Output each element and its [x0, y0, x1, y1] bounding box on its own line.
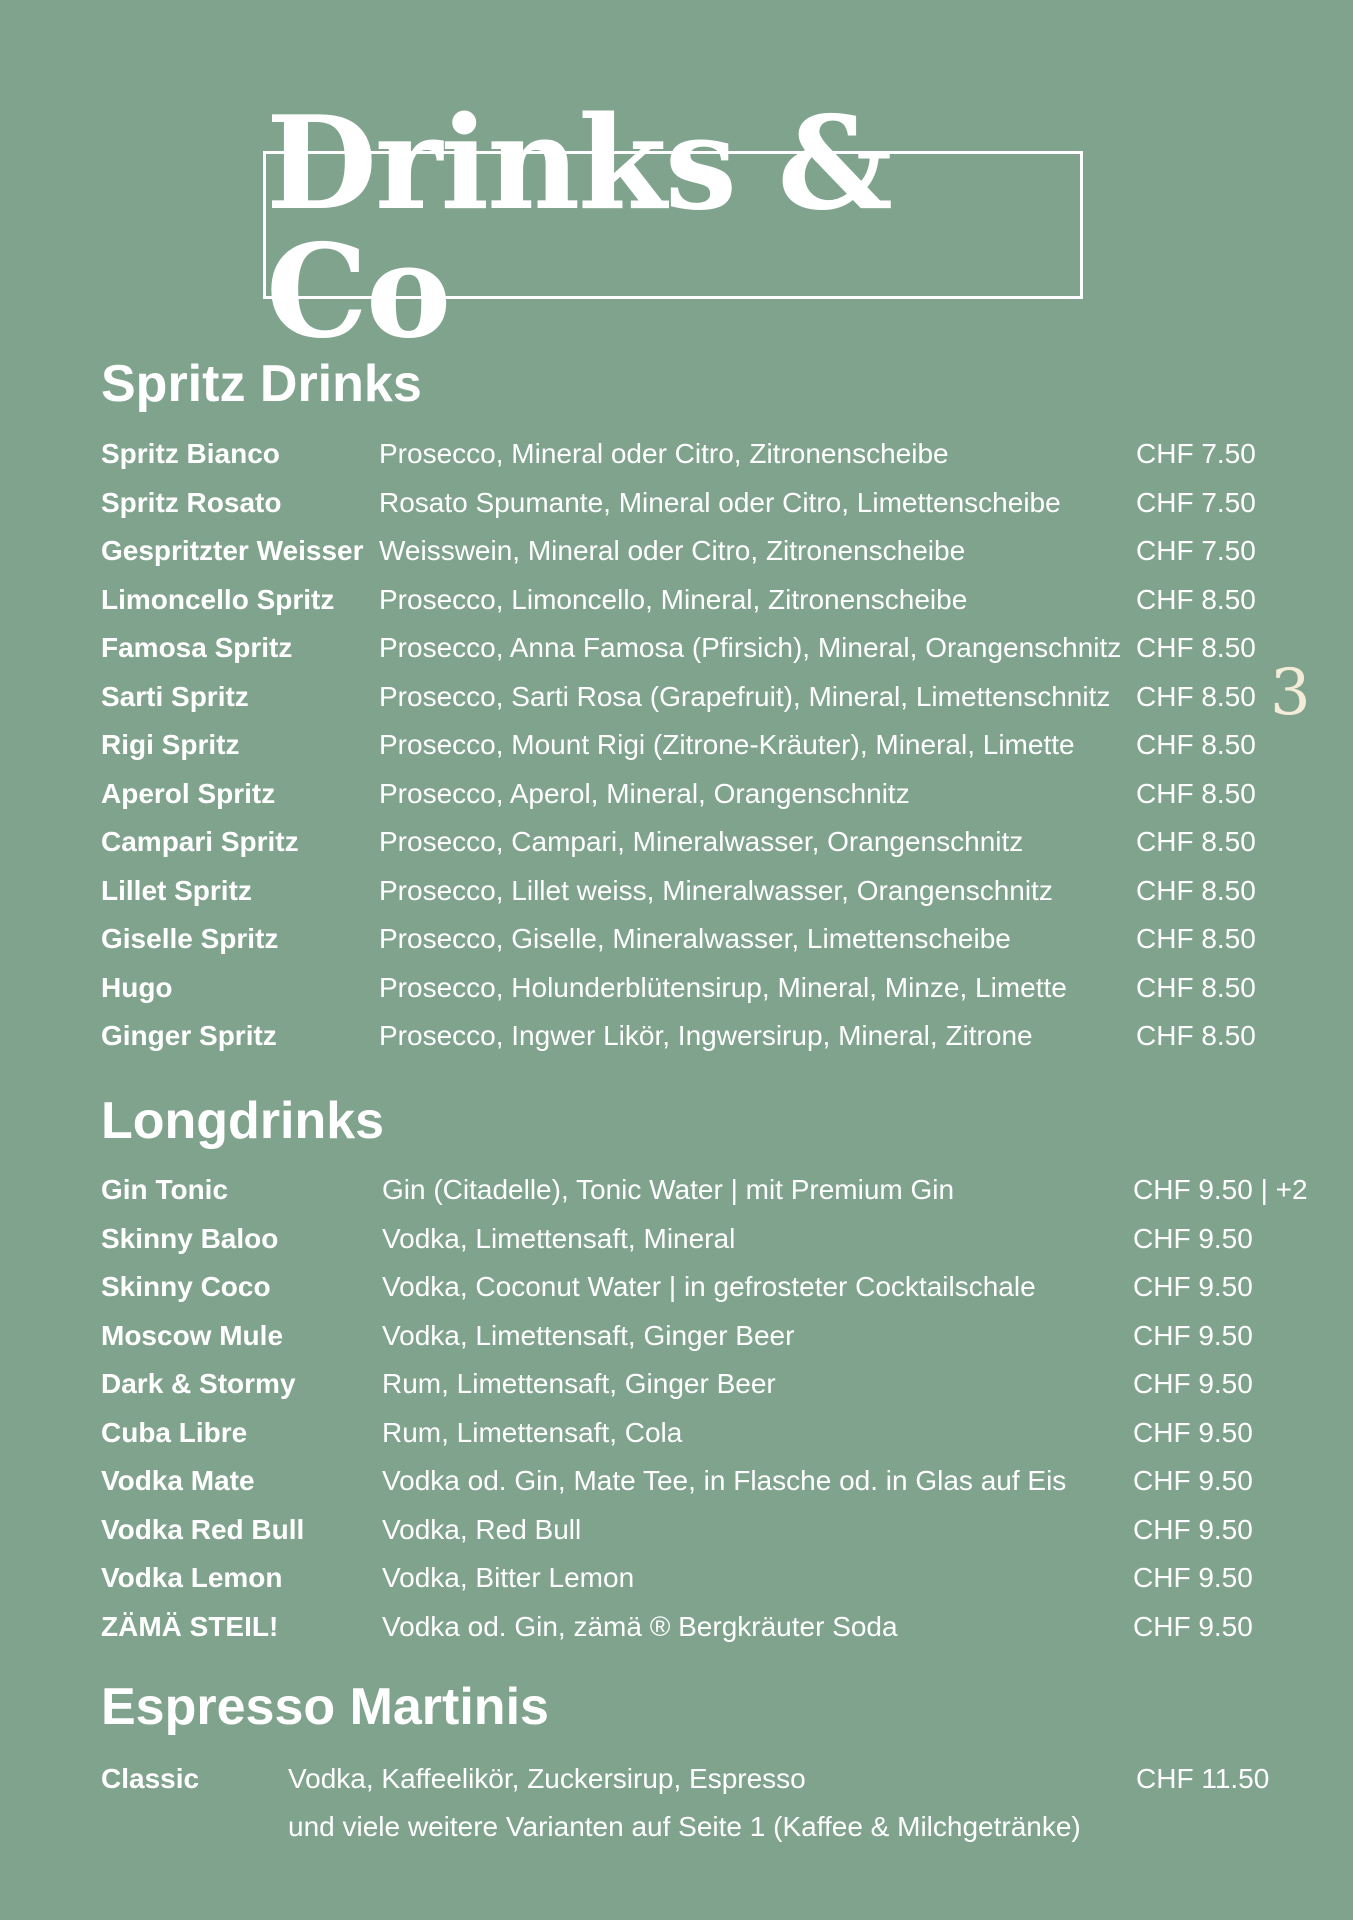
- menu-item-price: CHF 11.50: [1136, 1763, 1270, 1794]
- menu-item-price: CHF 9.50 | +2: [1133, 1174, 1308, 1205]
- section-heading-longdrinks: Longdrinks: [101, 1092, 385, 1150]
- menu-item-name: Aperol Spritz: [101, 777, 276, 809]
- menu-item-desc: Prosecco, Holunderblütensirup, Mineral, Minze, Limette: [379, 971, 1067, 1003]
- menu-item-desc: Prosecco, Lillet weiss, Mineralwasser, Orangenschnitz: [379, 874, 1053, 906]
- menu-item-price: CHF 8.50: [1136, 680, 1256, 712]
- menu-item-desc: Vodka, Coconut Water | in gefrosteter Cocktailschale: [382, 1271, 1036, 1302]
- menu-item-name: Gespritzter Weisser: [101, 535, 364, 566]
- menu-item-name: Cuba Libre: [101, 1416, 248, 1448]
- menu-item-price: CHF 9.50: [1133, 1465, 1253, 1496]
- menu-item-desc: Prosecco, Ingwer Likör, Ingwersirup, Mineral, Zitrone: [379, 1020, 1033, 1051]
- menu-item-price: CHF 7.50: [1136, 535, 1256, 566]
- espresso-note: und viele weitere Varianten auf Seite 1 (Kaffee & Milchgetränke): [288, 1811, 1081, 1842]
- page-number: 3: [1270, 656, 1311, 730]
- menu-item-price: CHF 8.50: [1136, 583, 1256, 615]
- menu-item-price: CHF 9.50: [1133, 1513, 1253, 1545]
- menu-item-desc: Vodka, Kaffeelikör, Zuckersirup, Espresso: [288, 1763, 806, 1794]
- page-title: Drinks & Co: [266, 89, 891, 367]
- menu-item-price: CHF 9.50: [1133, 1222, 1253, 1254]
- menu-item-price: CHF 9.50: [1133, 1562, 1253, 1593]
- section-heading-espresso: Espresso Martinis: [101, 1678, 549, 1736]
- menu-item-desc: Weisswein, Mineral oder Citro, Zitronenscheibe: [379, 535, 966, 566]
- menu-item-desc: Prosecco, Anna Famosa (Pfirsich), Mineral, Orangenschnitz: [379, 632, 1122, 663]
- menu-item-name: Campari Spritz: [101, 826, 299, 857]
- menu-item-name: Vodka Lemon: [101, 1562, 283, 1593]
- menu-item-name: Hugo: [101, 971, 173, 1003]
- menu-item-desc: Prosecco, Campari, Mineralwasser, Orangenschnitz: [379, 826, 1024, 857]
- section-heading-spritz: Spritz Drinks: [101, 355, 422, 413]
- menu-item-name: Ginger Spritz: [101, 1020, 277, 1051]
- menu-item-name: Lillet Spritz: [101, 874, 252, 906]
- menu-item-price: CHF 9.50: [1133, 1610, 1253, 1642]
- menu-item-price: CHF 8.50: [1136, 1020, 1256, 1051]
- menu-item-name: Vodka Red Bull: [101, 1513, 305, 1545]
- menu-item-price: CHF 9.50: [1133, 1416, 1253, 1448]
- menu-item-price: CHF 8.50: [1136, 826, 1256, 857]
- menu-item-desc: Rum, Limettensaft, Cola: [382, 1416, 683, 1448]
- menu-item-desc: Vodka od. Gin, Mate Tee, in Flasche od. in Glas auf Eis: [382, 1465, 1067, 1496]
- menu-item-desc: Prosecco, Giselle, Mineralwasser, Limettenscheibe: [379, 923, 1011, 954]
- menu-item-price: CHF 9.50: [1133, 1368, 1253, 1399]
- menu-item-desc: Gin (Citadelle), Tonic Water | mit Premium Gin: [382, 1174, 955, 1205]
- menu-item-desc: Rosato Spumante, Mineral oder Citro, Limettenscheibe: [379, 486, 1061, 518]
- menu-item-price: CHF 8.50: [1136, 971, 1256, 1003]
- menu-item-price: CHF 9.50: [1133, 1319, 1253, 1351]
- menu-item-desc: Vodka, Bitter Lemon: [382, 1562, 635, 1593]
- menu-item-price: CHF 8.50: [1136, 874, 1256, 906]
- menu-item-name: Limoncello Spritz: [101, 583, 335, 615]
- menu-item-name: Spritz Bianco: [101, 438, 280, 469]
- menu-item-price: CHF 9.50: [1133, 1271, 1253, 1302]
- menu-item-name: Skinny Coco: [101, 1271, 271, 1302]
- menu-item-name: Spritz Rosato: [101, 486, 282, 518]
- menu-item-desc: Prosecco, Aperol, Mineral, Orangenschnitz: [379, 777, 910, 809]
- menu-item-name: ZÄMÄ STEIL!: [101, 1610, 279, 1642]
- menu-item-desc: Prosecco, Mineral oder Citro, Zitronenscheibe: [379, 438, 949, 469]
- menu-item-desc: Prosecco, Mount Rigi (Zitrone-Kräuter), Mineral, Limette: [379, 729, 1075, 760]
- menu-item-name: Dark & Stormy: [101, 1368, 296, 1399]
- menu-item-desc: Prosecco, Sarti Rosa (Grapefruit), Mineral, Limettenschnitz: [379, 680, 1111, 712]
- menu-item-name: Sarti Spritz: [101, 680, 249, 712]
- menu-item-price: CHF 7.50: [1136, 486, 1256, 518]
- menu-item-name: Skinny Baloo: [101, 1222, 279, 1254]
- menu-item-name: Vodka Mate: [101, 1465, 255, 1496]
- menu-item-desc: Prosecco, Limoncello, Mineral, Zitronenscheibe: [379, 583, 968, 615]
- title-frame: [263, 89, 1083, 367]
- menu-item-price: CHF 8.50: [1136, 923, 1256, 954]
- menu-item-name: Rigi Spritz: [101, 729, 240, 760]
- menu-item-price: CHF 7.50: [1136, 438, 1256, 469]
- menu-item-desc: Rum, Limettensaft, Ginger Beer: [382, 1368, 776, 1399]
- menu-item-desc: Vodka od. Gin, zämä ® Bergkräuter Soda: [382, 1610, 898, 1642]
- menu-item-desc: Vodka, Limettensaft, Ginger Beer: [382, 1319, 795, 1351]
- menu-item-name: Classic: [101, 1763, 200, 1794]
- menu-item-desc: Vodka, Red Bull: [382, 1513, 582, 1545]
- menu-item-name: Moscow Mule: [101, 1319, 284, 1351]
- menu-item-price: CHF 8.50: [1136, 729, 1256, 760]
- menu-item-desc: Vodka, Limettensaft, Mineral: [382, 1222, 736, 1254]
- menu-item-price: CHF 8.50: [1136, 632, 1256, 663]
- menu-item-name: Gin Tonic: [101, 1174, 229, 1205]
- menu-item-price: CHF 8.50: [1136, 777, 1256, 809]
- menu-item-name: Giselle Spritz: [101, 923, 279, 954]
- menu-item-name: Famosa Spritz: [101, 632, 293, 663]
